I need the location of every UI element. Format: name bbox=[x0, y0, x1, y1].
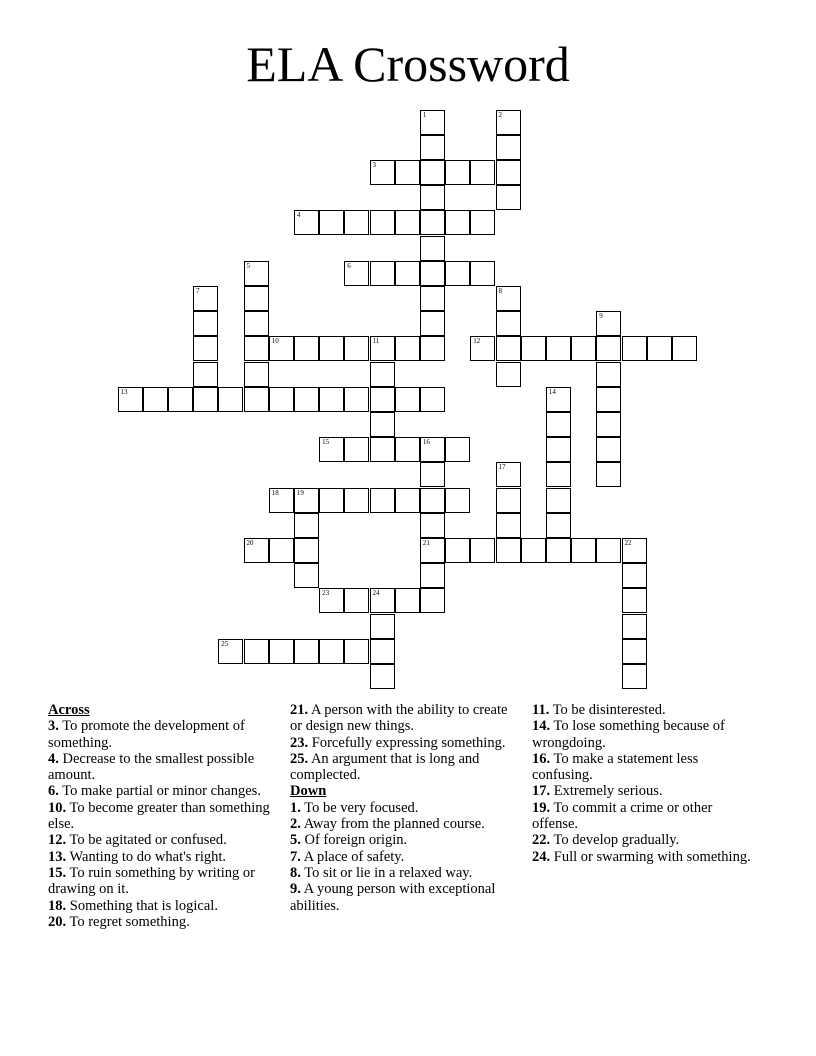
grid-cell[interactable] bbox=[445, 437, 470, 462]
cell-number: 8 bbox=[498, 286, 502, 295]
grid-cell[interactable] bbox=[269, 336, 294, 361]
grid-cell[interactable] bbox=[470, 336, 495, 361]
clue-down-9: 9. A young person with exceptional abilities. bbox=[290, 881, 496, 914]
grid-cell[interactable] bbox=[420, 311, 445, 336]
grid-cell[interactable] bbox=[193, 311, 218, 336]
clue-across-18: 18. Something that is logical. bbox=[48, 897, 218, 914]
grid-cell[interactable] bbox=[496, 135, 521, 160]
clue-down-22: 22. To develop gradually. bbox=[532, 832, 680, 849]
clue-down-17: 17. Extremely serious. bbox=[532, 783, 663, 800]
grid-cell[interactable] bbox=[218, 639, 243, 664]
grid-cell[interactable] bbox=[596, 412, 621, 437]
grid-cell[interactable] bbox=[319, 387, 344, 412]
grid-cell[interactable] bbox=[596, 462, 621, 487]
grid-cell[interactable] bbox=[294, 513, 319, 538]
grid-cell[interactable] bbox=[546, 336, 571, 361]
grid-cell[interactable] bbox=[269, 387, 294, 412]
grid-cell[interactable] bbox=[496, 462, 521, 487]
across-header: Across bbox=[48, 702, 90, 718]
cell-number: 12 bbox=[473, 337, 481, 346]
grid-cell[interactable] bbox=[395, 160, 420, 185]
grid-cell[interactable] bbox=[622, 563, 647, 588]
grid-cell[interactable] bbox=[445, 261, 470, 286]
grid-cell[interactable] bbox=[521, 538, 546, 563]
grid-cell[interactable] bbox=[294, 387, 319, 412]
cell-number: 13 bbox=[120, 387, 128, 396]
grid-cell[interactable] bbox=[269, 488, 294, 513]
grid-cell[interactable] bbox=[622, 614, 647, 639]
grid-cell[interactable] bbox=[496, 488, 521, 513]
grid-cell[interactable] bbox=[546, 513, 571, 538]
cell-number: 4 bbox=[296, 211, 301, 220]
grid-cell[interactable] bbox=[596, 538, 621, 563]
grid-cell[interactable] bbox=[244, 261, 269, 286]
grid-cell[interactable] bbox=[370, 664, 395, 689]
grid-cell[interactable] bbox=[244, 336, 269, 361]
grid-cell[interactable] bbox=[244, 538, 269, 563]
clue-across-3: 3. To promote the development of something. bbox=[48, 718, 245, 751]
grid-cell[interactable] bbox=[546, 437, 571, 462]
cell-number: 23 bbox=[322, 589, 330, 598]
grid-cell[interactable] bbox=[445, 160, 470, 185]
grid-cell[interactable] bbox=[244, 286, 269, 311]
grid-cell[interactable] bbox=[370, 261, 395, 286]
grid-cell[interactable] bbox=[319, 336, 344, 361]
grid-cell[interactable] bbox=[420, 387, 445, 412]
grid-cell[interactable] bbox=[168, 387, 193, 412]
grid-cell[interactable] bbox=[445, 538, 470, 563]
grid-cell[interactable] bbox=[370, 160, 395, 185]
cell-number: 1 bbox=[422, 110, 427, 119]
grid-cell[interactable] bbox=[319, 639, 344, 664]
grid-cell[interactable] bbox=[546, 488, 571, 513]
grid-cell[interactable] bbox=[344, 261, 369, 286]
grid-cell[interactable] bbox=[571, 336, 596, 361]
clue-across-10: 10. To become greater than something else. bbox=[48, 799, 270, 833]
grid-cell[interactable] bbox=[622, 588, 647, 613]
down-header: Down bbox=[290, 783, 327, 800]
cell-number: 17 bbox=[498, 463, 506, 472]
page-title: ELA Crossword bbox=[246, 36, 570, 92]
grid-cell[interactable] bbox=[269, 639, 294, 664]
grid-cell[interactable] bbox=[546, 387, 571, 412]
cell-number: 16 bbox=[422, 438, 430, 447]
grid-cell[interactable] bbox=[496, 160, 521, 185]
grid-cell[interactable] bbox=[420, 538, 445, 563]
cell-number: 3 bbox=[372, 160, 376, 169]
grid-cell[interactable] bbox=[445, 488, 470, 513]
grid-cell[interactable] bbox=[622, 336, 647, 361]
grid-cell[interactable] bbox=[370, 588, 395, 613]
cell-number: 21 bbox=[422, 538, 430, 547]
grid-cell[interactable] bbox=[395, 437, 420, 462]
cell-number: 18 bbox=[271, 488, 279, 497]
grid-cell[interactable] bbox=[420, 336, 445, 361]
grid-cell[interactable] bbox=[143, 387, 168, 412]
grid-cell[interactable] bbox=[294, 336, 319, 361]
grid-cell[interactable] bbox=[596, 311, 621, 336]
clue-down-14: 14. To lose something because of wrongdoing. bbox=[532, 718, 725, 751]
grid-cell[interactable] bbox=[496, 185, 521, 210]
clue-down-2: 2. Away from the planned course. bbox=[290, 816, 485, 833]
cell-number: 25 bbox=[221, 639, 229, 648]
grid-cell[interactable] bbox=[244, 387, 269, 412]
grid-cell[interactable] bbox=[496, 362, 521, 387]
grid-cell[interactable] bbox=[244, 362, 269, 387]
grid-cell[interactable] bbox=[118, 387, 143, 412]
clue-across-21: 21. A person with the ability to create or design new things. bbox=[290, 702, 508, 735]
grid-cell[interactable] bbox=[622, 664, 647, 689]
grid-cell[interactable] bbox=[344, 437, 369, 462]
cell-number: 15 bbox=[322, 438, 330, 447]
cell-number: 14 bbox=[548, 387, 556, 396]
grid-cell[interactable] bbox=[496, 513, 521, 538]
grid-cell[interactable] bbox=[420, 513, 445, 538]
grid-cell[interactable] bbox=[521, 336, 546, 361]
cell-number: 11 bbox=[372, 337, 380, 346]
grid-cell[interactable] bbox=[370, 210, 395, 235]
grid-cell[interactable] bbox=[622, 538, 647, 563]
clue-across-6: 6. To make partial or minor changes. bbox=[48, 783, 261, 800]
grid-cell[interactable] bbox=[420, 588, 445, 613]
grid-cell[interactable] bbox=[596, 437, 621, 462]
cell-number: 22 bbox=[624, 538, 632, 547]
grid-cell[interactable] bbox=[470, 160, 495, 185]
clue-across-25: 25. An argument that is long and complected. bbox=[290, 750, 480, 784]
clue-across-20: 20. To regret something. bbox=[48, 913, 190, 930]
grid-cell[interactable] bbox=[344, 210, 369, 235]
clues-column-3 bbox=[532, 702, 754, 865]
grid-cell[interactable] bbox=[420, 210, 445, 235]
grid-cell[interactable] bbox=[546, 462, 571, 487]
grid-cell[interactable] bbox=[344, 588, 369, 613]
grid-cell[interactable] bbox=[596, 387, 621, 412]
grid-cell[interactable] bbox=[269, 538, 294, 563]
grid-cell[interactable] bbox=[420, 488, 445, 513]
grid-cell[interactable] bbox=[244, 639, 269, 664]
grid-cell[interactable] bbox=[319, 488, 344, 513]
grid-cell[interactable] bbox=[344, 639, 369, 664]
grid-cell[interactable] bbox=[395, 387, 420, 412]
clue-across-15: 15. To ruin something by writing or drawing on it. bbox=[48, 864, 255, 898]
grid-cell[interactable] bbox=[193, 336, 218, 361]
cell-number: 19 bbox=[296, 488, 304, 497]
grid-cell[interactable] bbox=[370, 362, 395, 387]
clue-across-13: 13. Wanting to do what's right. bbox=[48, 848, 226, 865]
clues-column-2 bbox=[290, 702, 512, 914]
grid-cell[interactable] bbox=[319, 588, 344, 613]
grid-cell[interactable] bbox=[420, 185, 445, 210]
grid-cell[interactable] bbox=[496, 311, 521, 336]
cell-number: 20 bbox=[246, 538, 254, 547]
cell-number: 5 bbox=[246, 261, 250, 270]
clue-down-24: 24. Full or swarming with something. bbox=[532, 848, 751, 865]
grid-cell[interactable] bbox=[193, 387, 218, 412]
grid-cell[interactable] bbox=[344, 488, 369, 513]
grid-cell[interactable] bbox=[294, 210, 319, 235]
grid-cell[interactable] bbox=[420, 160, 445, 185]
grid-cell[interactable] bbox=[395, 588, 420, 613]
clue-down-5: 5. Of foreign origin. bbox=[290, 832, 408, 849]
grid-cell[interactable] bbox=[395, 336, 420, 361]
clue-down-8: 8. To sit or lie in a relaxed way. bbox=[290, 864, 473, 881]
grid-cell[interactable] bbox=[420, 236, 445, 261]
cell-number: 24 bbox=[372, 589, 380, 598]
grid-cell[interactable] bbox=[370, 412, 395, 437]
clue-down-11: 11. To be disinterested. bbox=[532, 702, 666, 718]
grid-cell[interactable] bbox=[420, 135, 445, 160]
clue-down-1: 1. To be very focused. bbox=[290, 799, 419, 816]
grid-cell[interactable] bbox=[370, 336, 395, 361]
grid-cell[interactable] bbox=[370, 387, 395, 412]
grid-cell[interactable] bbox=[395, 488, 420, 513]
grid-cell[interactable] bbox=[193, 286, 218, 311]
grid-cell[interactable] bbox=[496, 110, 521, 135]
grid-cell[interactable] bbox=[470, 538, 495, 563]
clue-down-16: 16. To make a statement less confusing. bbox=[532, 750, 699, 784]
grid-cell[interactable] bbox=[319, 437, 344, 462]
grid-cell[interactable] bbox=[370, 639, 395, 664]
grid-cell[interactable] bbox=[344, 336, 369, 361]
grid-cell[interactable] bbox=[622, 639, 647, 664]
grid-cell[interactable] bbox=[370, 614, 395, 639]
grid-cell[interactable] bbox=[420, 286, 445, 311]
grid-cell[interactable] bbox=[546, 538, 571, 563]
grid-cell[interactable] bbox=[370, 488, 395, 513]
grid-cell[interactable] bbox=[496, 538, 521, 563]
grid-cell[interactable] bbox=[445, 210, 470, 235]
grid-cell[interactable] bbox=[571, 538, 596, 563]
grid-cell[interactable] bbox=[420, 462, 445, 487]
cell-number: 9 bbox=[599, 312, 603, 321]
grid-cell[interactable] bbox=[193, 362, 218, 387]
grid-cell[interactable] bbox=[218, 387, 243, 412]
grid-cell[interactable] bbox=[470, 210, 495, 235]
clue-across-12: 12. To be agitated or confused. bbox=[48, 832, 227, 849]
grid-cell[interactable] bbox=[470, 261, 495, 286]
grid-cell[interactable] bbox=[596, 336, 621, 361]
grid-cell[interactable] bbox=[344, 387, 369, 412]
grid-cell[interactable] bbox=[420, 437, 445, 462]
grid-cell[interactable] bbox=[420, 563, 445, 588]
grid-cell[interactable] bbox=[370, 437, 395, 462]
grid-cell[interactable] bbox=[420, 261, 445, 286]
grid-cell[interactable] bbox=[319, 210, 344, 235]
grid-cell[interactable] bbox=[294, 563, 319, 588]
clue-down-19: 19. To commit a crime or other offense. bbox=[532, 799, 713, 833]
grid-cell[interactable] bbox=[496, 336, 521, 361]
clue-across-23: 23. Forcefully expressing something. bbox=[290, 734, 506, 751]
grid-cell[interactable] bbox=[294, 538, 319, 563]
cell-number: 7 bbox=[196, 286, 200, 295]
cell-number: 6 bbox=[347, 261, 351, 270]
clue-down-7: 7. A place of safety. bbox=[290, 848, 405, 865]
grid-cell[interactable] bbox=[496, 286, 521, 311]
grid-cell[interactable] bbox=[294, 488, 319, 513]
cell-number: 10 bbox=[271, 337, 279, 346]
clue-across-4: 4. Decrease to the smallest possible amount. bbox=[48, 750, 255, 784]
grid-cell[interactable] bbox=[596, 362, 621, 387]
cell-number: 2 bbox=[498, 110, 502, 119]
grid-cell[interactable] bbox=[395, 210, 420, 235]
grid-cell[interactable] bbox=[546, 412, 571, 437]
grid-cell[interactable] bbox=[294, 639, 319, 664]
grid-cell[interactable] bbox=[647, 336, 672, 361]
grid-cell[interactable] bbox=[420, 110, 445, 135]
grid-cell[interactable] bbox=[672, 336, 697, 361]
grid-cell[interactable] bbox=[244, 311, 269, 336]
grid-cell[interactable] bbox=[395, 261, 420, 286]
clues-column-1 bbox=[48, 702, 270, 930]
